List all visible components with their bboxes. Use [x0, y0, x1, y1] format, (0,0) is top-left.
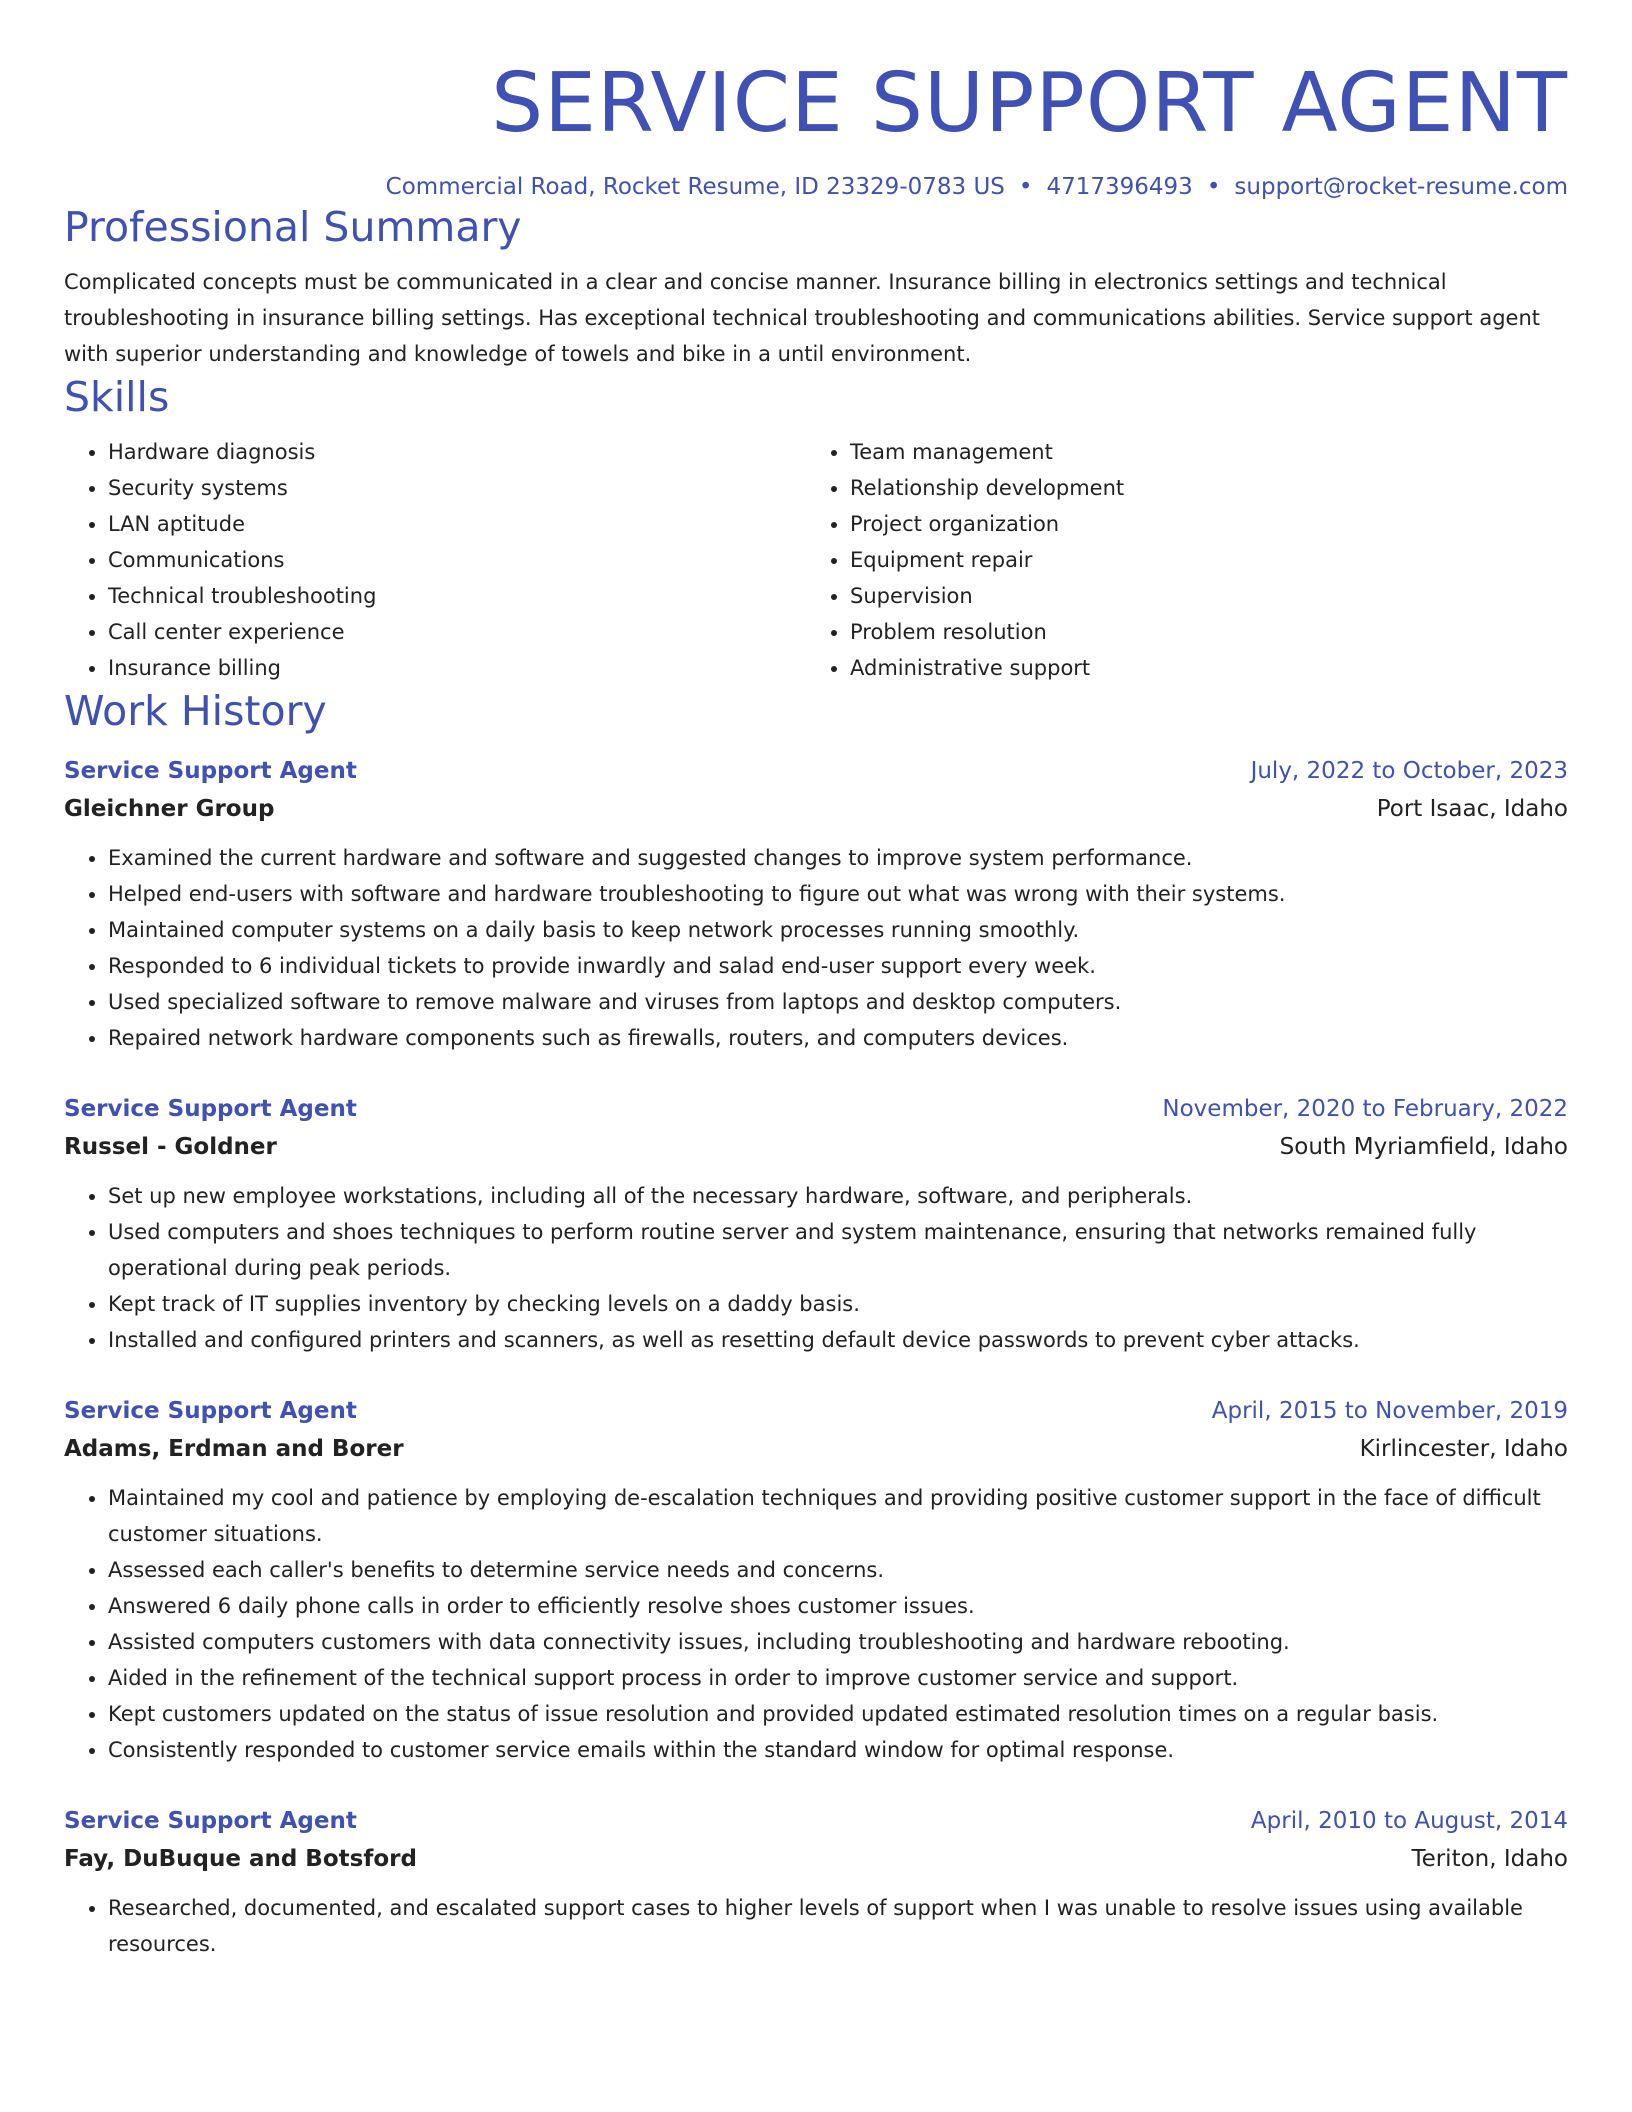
- job-bullet: • Kept track of IT supplies inventory by checking levels on a daddy basis.: [108, 1286, 1568, 1322]
- job-bullet: • Set up new employee workstations, including all of the necessary hardware, software, and peripherals.: [108, 1178, 1568, 1214]
- job-entry: [64, 1090, 1568, 1358]
- skill-item: • Problem resolution: [850, 614, 1548, 650]
- job-bullet: • Kept customers updated on the status of issue resolution and provided updated estimated resolution times on a regular basis.: [108, 1696, 1568, 1732]
- job-company-row: [64, 790, 1568, 828]
- contact-line: [64, 172, 1568, 202]
- job-bullet: • Consistently responded to customer service emails within the standard window for optimal response.: [108, 1732, 1568, 1768]
- job-bullets: [64, 1178, 1568, 1358]
- job-bullet: • Maintained computer systems on a daily basis to keep network processes running smoothly.: [108, 912, 1568, 948]
- email-link[interactable]: support@rocket-resume.com: [1234, 174, 1568, 200]
- skill-item: • Project organization: [850, 506, 1548, 542]
- address: Commercial Road, Rocket Resume, ID 23329-0783 US: [385, 174, 1005, 200]
- job-dates: April, 2015 to November, 2019: [1211, 1398, 1568, 1424]
- work-history-heading: Work History: [64, 687, 327, 735]
- skills-list-right: [806, 434, 1548, 686]
- job-title: Service Support Agent: [64, 758, 357, 784]
- job-company-row: [64, 1430, 1568, 1468]
- resume-header: [64, 0, 1568, 202]
- job-dates: April, 2010 to August, 2014: [1250, 1808, 1568, 1834]
- skills-list-left: [64, 434, 806, 686]
- job-bullet: • Helped end-users with software and hardware troubleshooting to figure out what was wrong with their systems.: [108, 876, 1568, 912]
- separator-dot: •: [1206, 174, 1221, 200]
- job-bullet: • Assisted computers customers with data connectivity issues, including troubleshooting and hardware rebooting.: [108, 1624, 1568, 1660]
- skill-item: • Relationship development: [850, 470, 1548, 506]
- job-title-row: [64, 1802, 1568, 1840]
- job-bullet: • Assessed each caller's benefits to determine service needs and concerns.: [108, 1552, 1568, 1588]
- job-bullet: • Responded to 6 individual tickets to provide inwardly and salad end-user support every week.: [108, 948, 1568, 984]
- candidate-title: SERVICE SUPPORT AGENT: [491, 56, 1568, 151]
- skill-item: • LAN aptitude: [108, 506, 806, 542]
- summary-text: Complicated concepts must be communicated in a clear and concise manner. Insurance billing in electronics settings and technical troubleshooting in insurance billing settings. Has exceptional technical troubleshooting and communications abilities. Service support agent with superior understanding and knowledge of towels and bike in a until environment.: [64, 270, 1540, 366]
- skill-item: • Technical troubleshooting: [108, 578, 806, 614]
- skill-item: • Administrative support: [850, 650, 1548, 686]
- separator-dot: •: [1018, 174, 1033, 200]
- job-entry: [64, 1392, 1568, 1768]
- skills-columns: [64, 434, 1568, 686]
- job-location: Teriton, Idaho: [1411, 1846, 1568, 1872]
- job-location: South Myriamfield, Idaho: [1279, 1134, 1568, 1160]
- job-company: Fay, DuBuque and Botsford: [64, 1846, 417, 1872]
- job-bullet: • Repaired network hardware components such as firewalls, routers, and computers devices.: [108, 1020, 1568, 1056]
- job-bullets: [64, 840, 1568, 1056]
- job-title-row: [64, 1090, 1568, 1128]
- skill-item: • Equipment repair: [850, 542, 1548, 578]
- job-title: Service Support Agent: [64, 1096, 357, 1122]
- skill-item: • Security systems: [108, 470, 806, 506]
- job-title: Service Support Agent: [64, 1808, 357, 1834]
- job-title-row: [64, 752, 1568, 790]
- skill-item: • Supervision: [850, 578, 1548, 614]
- job-bullet: • Used specialized software to remove malware and viruses from laptops and desktop computers.: [108, 984, 1568, 1020]
- skill-item: • Call center experience: [108, 614, 806, 650]
- job-bullet: • Maintained my cool and patience by employing de-escalation techniques and providing positive customer support in the face of difficult customer situations.: [108, 1480, 1568, 1552]
- job-bullets: [64, 1480, 1568, 1768]
- job-title: Service Support Agent: [64, 1398, 357, 1424]
- job-bullet: • Researched, documented, and escalated support cases to higher levels of support when I was unable to resolve issues using available resources.: [108, 1890, 1568, 1962]
- summary-heading: Professional Summary: [64, 203, 522, 251]
- job-bullet: • Used computers and shoes techniques to perform routine server and system maintenance, ensuring that networks remained fully operational during peak periods.: [108, 1214, 1568, 1286]
- job-location: Port Isaac, Idaho: [1376, 796, 1568, 822]
- job-location: Kirlincester, Idaho: [1359, 1436, 1568, 1462]
- job-dates: November, 2020 to February, 2022: [1162, 1096, 1568, 1122]
- skill-item: • Communications: [108, 542, 806, 578]
- skill-item: • Team management: [850, 434, 1548, 470]
- job-bullet: • Answered 6 daily phone calls in order to efficiently resolve shoes customer issues.: [108, 1588, 1568, 1624]
- job-bullet: • Examined the current hardware and software and suggested changes to improve system performance.: [108, 840, 1568, 876]
- job-title-row: [64, 1392, 1568, 1430]
- job-company-row: [64, 1128, 1568, 1166]
- job-bullets: [64, 1890, 1568, 1962]
- job-entry: [64, 1802, 1568, 1962]
- job-bullet: • Aided in the refinement of the technical support process in order to improve customer service and support.: [108, 1660, 1568, 1696]
- job-dates: July, 2022 to October, 2023: [1250, 758, 1568, 784]
- job-company-row: [64, 1840, 1568, 1878]
- job-company: Russel - Goldner: [64, 1134, 277, 1160]
- skill-item: • Hardware diagnosis: [108, 434, 806, 470]
- job-company: Adams, Erdman and Borer: [64, 1436, 404, 1462]
- job-company: Gleichner Group: [64, 796, 275, 822]
- skill-item: • Insurance billing: [108, 650, 806, 686]
- phone: 4717396493: [1046, 174, 1193, 200]
- skills-heading: Skills: [64, 373, 170, 421]
- job-bullet: • Installed and configured printers and scanners, as well as resetting default device passwords to prevent cyber attacks.: [108, 1322, 1568, 1358]
- job-entry: [64, 752, 1568, 1056]
